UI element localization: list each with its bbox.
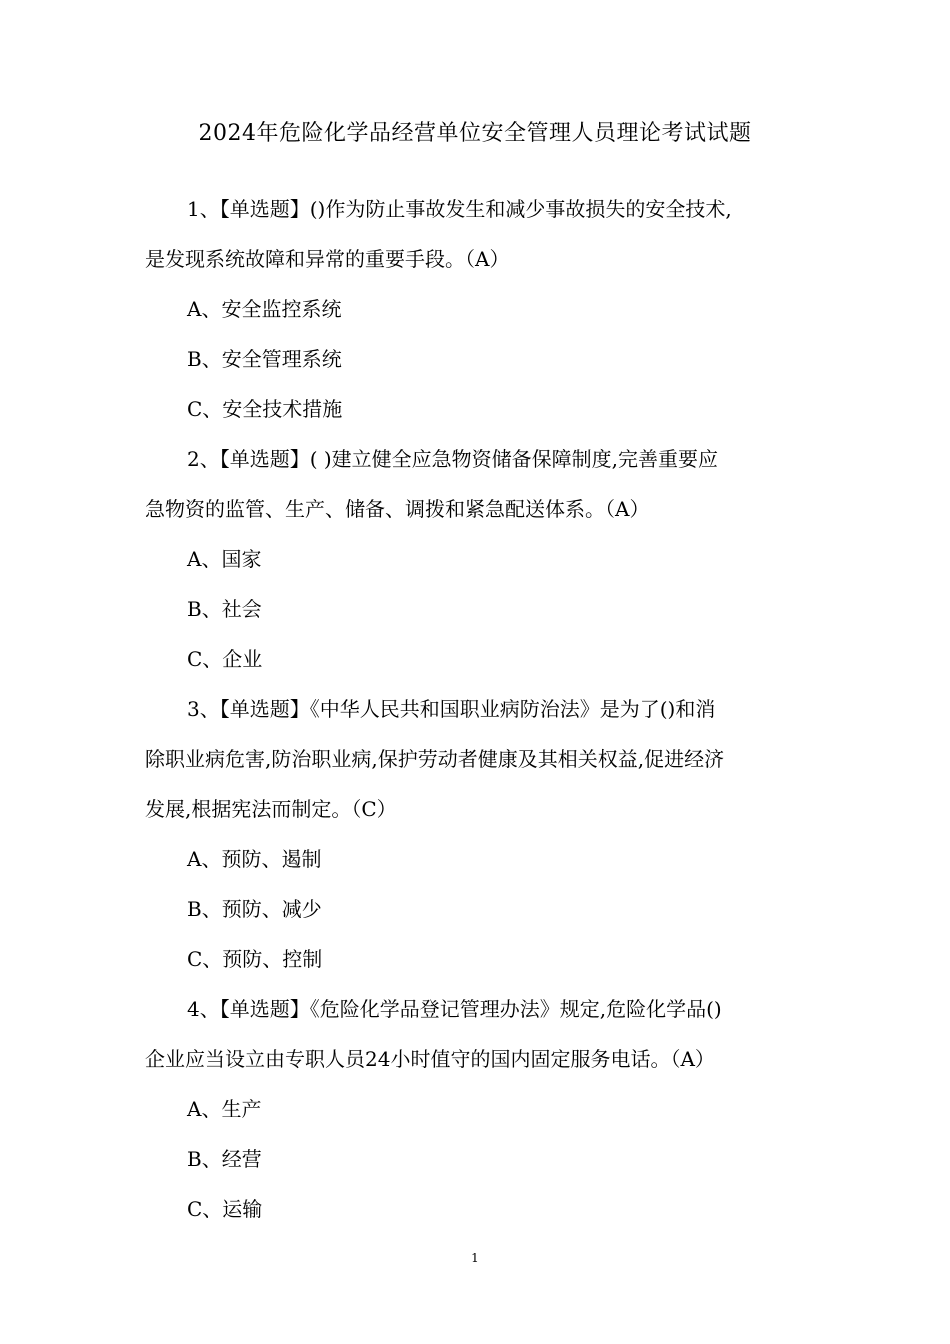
question-2-stem-line-2: 急物资的监管、生产、储备、调拨和紧急配送体系。（A） bbox=[145, 497, 650, 521]
question-3-stem-line-2: 除职业病危害,防治职业病,保护劳动者健康及其相关权益,促进经济 bbox=[145, 747, 725, 771]
question-1-stem-line-2: 是发现系统故障和异常的重要手段。（A） bbox=[145, 247, 510, 271]
question-block bbox=[145, 190, 810, 440]
question-4-stem-line-1: 4、【单选题】《危险化学品登记管理办法》规定,危险化学品() bbox=[187, 997, 722, 1021]
question-1-option-a: A、安全监控系统 bbox=[187, 297, 342, 321]
question-block bbox=[145, 690, 810, 990]
question-3-option-c: C、预防、控制 bbox=[187, 947, 323, 971]
question-4-option-b: B、经营 bbox=[187, 1147, 262, 1171]
question-3-option-a: A、预防、遏制 bbox=[187, 847, 322, 871]
question-1-option-b: B、安全管理系统 bbox=[187, 347, 342, 371]
question-3-stem-line-1: 3、【单选题】《中华人民共和国职业病防治法》是为了()和消 bbox=[187, 697, 716, 721]
question-4-stem-line-2: 企业应当设立由专职人员24小时值守的国内固定服务电话。（A） bbox=[145, 1047, 715, 1071]
question-2-option-b: B、社会 bbox=[187, 597, 262, 621]
question-4-option-c: C、运输 bbox=[187, 1197, 263, 1221]
question-3-stem-line-3: 发展,根据宪法而制定。（C） bbox=[145, 797, 397, 821]
question-block bbox=[145, 440, 810, 690]
question-block bbox=[145, 990, 810, 1240]
page-number: 1 bbox=[471, 1251, 479, 1265]
question-2-option-c: C、企业 bbox=[187, 647, 263, 671]
question-list bbox=[145, 190, 810, 1240]
document-title: 2024年危险化学品经营单位安全管理人员理论考试试题 bbox=[198, 121, 752, 146]
question-1-option-c: C、安全技术措施 bbox=[187, 397, 343, 421]
question-2-option-a: A、国家 bbox=[187, 547, 262, 571]
question-3-option-b: B、预防、减少 bbox=[187, 897, 322, 921]
question-1-stem-line-1: 1、【单选题】()作为防止事故发生和减少事故损失的安全技术, bbox=[187, 197, 732, 221]
question-4-option-a: A、生产 bbox=[187, 1097, 262, 1121]
question-2-stem-line-1: 2、【单选题】( )建立健全应急物资储备保障制度,完善重要应 bbox=[187, 447, 719, 471]
